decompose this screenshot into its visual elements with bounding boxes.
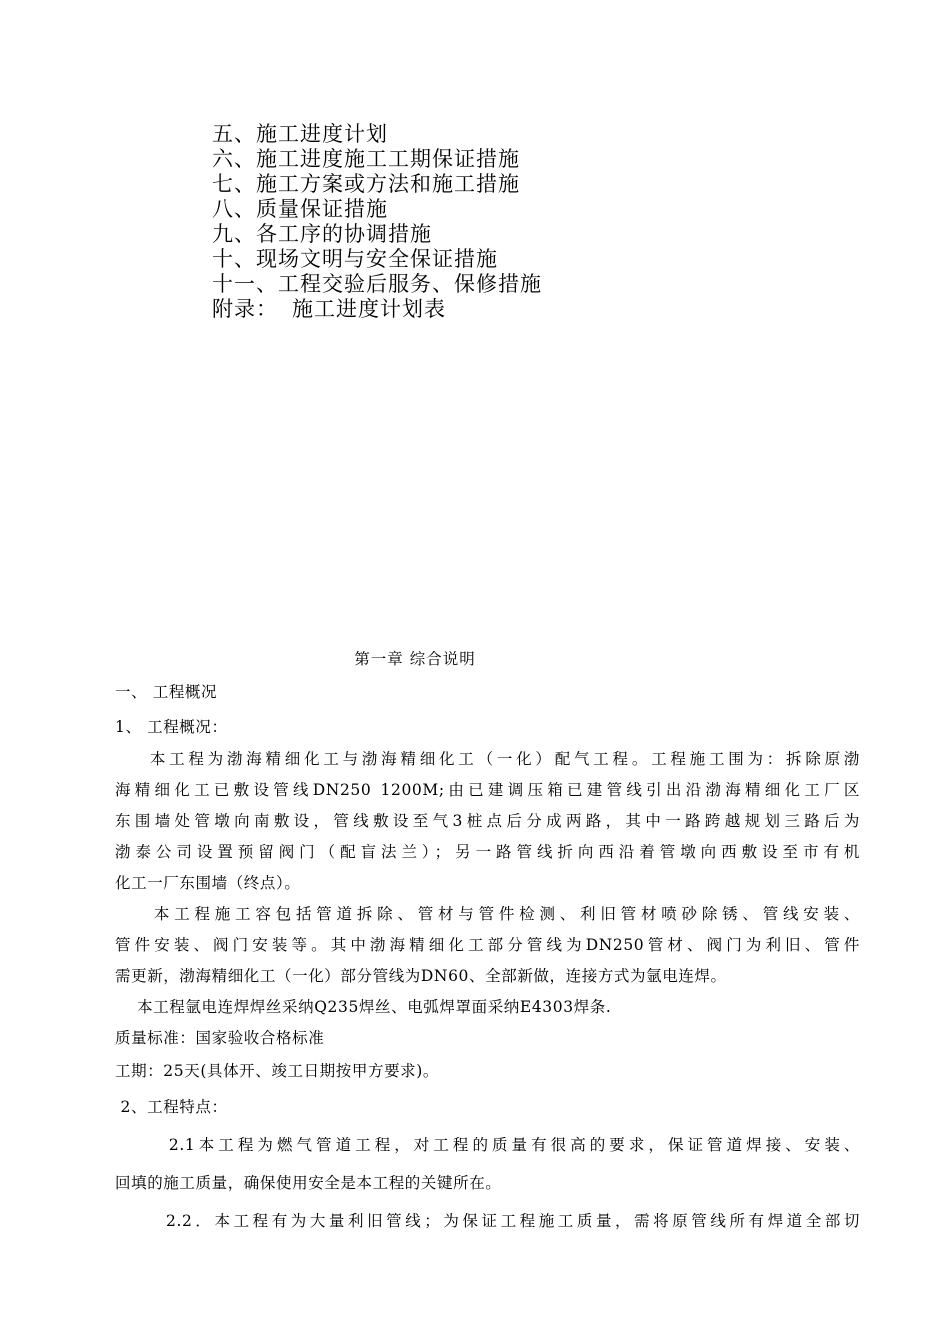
subsection-heading: 1、 工程概况： — [115, 718, 228, 736]
paragraph-line: 管件安装、阀门安装等。其中渤海精细化工部分管线为DN250管材、阀门为利旧、管件 — [115, 936, 860, 954]
appendix-title: 施工进度计划表 — [292, 297, 446, 321]
toc-item: 六、施工进度施工工期保证措施 — [212, 147, 520, 171]
toc-item: 十、现场文明与安全保证措施 — [212, 247, 498, 271]
table-of-contents — [212, 122, 542, 322]
section-heading: 一、 工程概况 — [115, 683, 218, 701]
paragraph-line: 化工一厂东围墙（终点）。 — [115, 874, 301, 892]
paragraph-line: 本工程为渤海精细化工与渤海精细化工（一化）配气工程。工程施工围为：拆除原渤 — [115, 750, 860, 768]
paragraph-line: 本工程施工容包括管道拆除、管材与管件检测、利旧管材喷砂除锈、管线安装、 — [115, 905, 860, 923]
toc-item: 九、各工序的协调措施 — [212, 222, 432, 246]
appendix-label: 附录： — [212, 297, 278, 321]
paragraph-line: 东围墙处管墩向南敷设，管线敷设至气3桩点后分成两路，其中一路跨越规划三路后为 — [115, 812, 860, 830]
paragraph-line: 2.1本工程为燃气管道工程，对工程的质量有很高的要求，保证管道焊接、安装、 — [115, 1136, 860, 1154]
paragraph-line: 回填的施工质量，确保使用安全是本工程的关键所在。 — [115, 1174, 502, 1192]
body-text — [115, 681, 860, 1240]
paragraph-line: 需更新，渤海精细化工（一化）部分管线为DN60、全部新做，连接方式为氩电连焊。 — [115, 967, 727, 985]
toc-item: 五、施工进度计划 — [212, 122, 388, 146]
chapter-title: 第一章 综合说明 — [354, 650, 476, 668]
paragraph-line: 2.2．本工程有为大量利旧管线；为保证工程施工质量，需将原管线所有焊道全部切 — [115, 1212, 860, 1230]
construction-period: 工期：25天(具体开、竣工日期按甲方要求)。 — [115, 1062, 440, 1080]
subsection-heading: 2、工程特点： — [115, 1098, 228, 1116]
toc-item: 十一、工程交验后服务、保修措施 — [212, 272, 542, 296]
quality-standard: 质量标准：国家验收合格标准 — [115, 1029, 325, 1047]
toc-item: 八、质量保证措施 — [212, 197, 388, 221]
paragraph-line: 渤泰公司设置预留阀门（配盲法兰）；另一路管线折向西沿着管墩向西敷设至市有机 — [115, 843, 860, 861]
paragraph-line: 海精细化工已敷设管线DN250 1200M;由已建调压箱已建管线引出沿渤海精细化工厂区 — [115, 781, 860, 799]
paragraph-line: 本工程氩电连焊焊丝采纳Q235焊丝、电弧焊罩面采纳E4303焊条. — [115, 998, 612, 1016]
toc-item: 七、施工方案或方法和施工措施 — [212, 172, 520, 196]
toc-item-appendix — [212, 297, 542, 322]
